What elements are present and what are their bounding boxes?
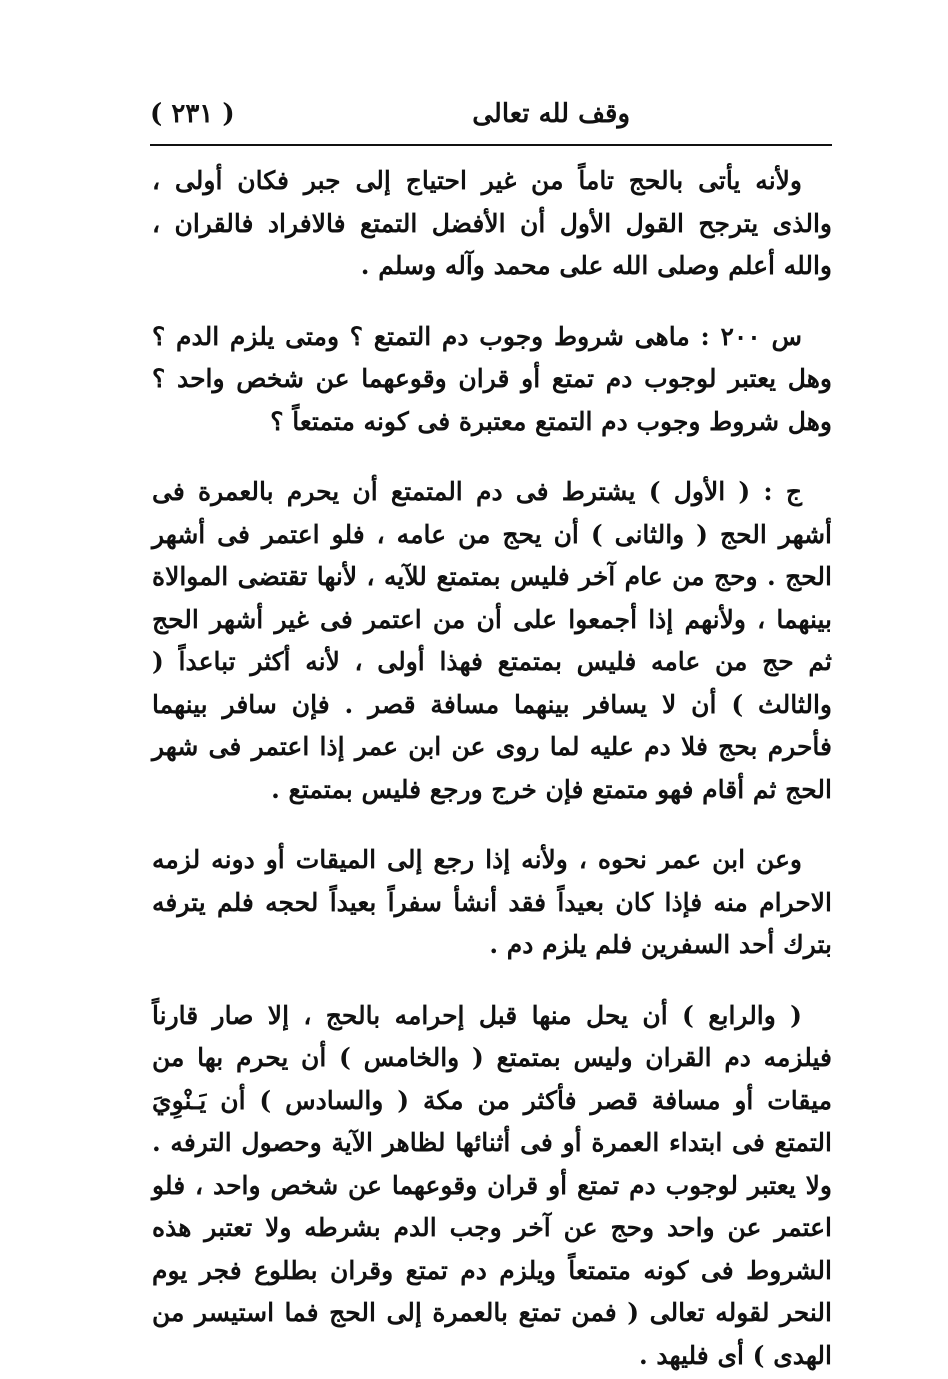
paragraph-question: س ٢٠٠ : ماهى شروط وجوب دم التمتع ؟ ومتى يلزم الدم ؟ وهل يعتبر لوجوب دم تمتع أو قران وقوعهما عن شخص واحد ؟ وهل شروط وجوب دم التمتع معتبرة فى كونه متمتعاً ؟ bbox=[152, 321, 832, 436]
header-rule bbox=[150, 144, 832, 146]
paragraph-closing: ولأنه يأتى بالحج تاماً من غير احتياج إلى جبر فكان أولى ، والذى يترجح القول الأول أن الأفضل التمتع فالافراد فالقران ، والله أعلم وصلى الله على محمد وآله وسلم . bbox=[152, 166, 832, 280]
page-body bbox=[152, 160, 832, 1377]
page-number: ( ٢٣١ ) bbox=[150, 99, 235, 129]
page-header bbox=[150, 88, 830, 140]
paragraph-answer: ج : ( الأول ) يشترط فى دم المتمتع أن يحرم بالعمرة فى أشهر الحج ( والثانى ) أن يحج من عامه ، فلو اعتمر فى أشهر الحج . وحج من عام آخر فليس بمتمتع للآيه ، لأنها تقتضى الموالاة بينهما ، ولأنهم إذا أجمعوا على أن من اعتمر فى غير أشهر الحج ثم حج من عامه فليس بمتمتع فهذا أولى ، لأنه أكثر تباعداً ( والثالث ) أن لا يسافر بينهما مسافة قصر . فإن سافر بينهما فأحرم بحج فلا دم عليه لما روى عن ابن عمر إذا اعتمر فى شهر الحج ثم أقام فهو متمتع فإن خرج ورجع فليس بمتمتع . bbox=[152, 477, 832, 804]
paragraph-conditions: ( والرابع ) أن يحل منها قبل إحرامه بالحج ، إلا صار قارناً فيلزمه دم القران وليس بمتمتع ( والخامس ) أن يحرم بها من ميقات أو مسافة قصر فأكثر من مكة ( والسادس ) أن يَـنْوِيَ التمتع فى ابتداء العمرة أو فى أثنائها لظاهر الآية وحصول الترفه . ولا يعتبر لوجوب دم تمتع أو قران وقوعهما عن شخص واحد ، فلو اعتمر عن واحد وحج عن آخر وجب الدم بشرطه ولا تعتبر هذه الشروط فى كونه متمتعاً ويلزم دم تمتع وقران بطلوع فجر يوم النحر لقوله تعالى ( فمن تمتع بالعمرة إلى الحج فما استيسر من الهدى ) أى فليهد . bbox=[152, 1000, 832, 1370]
paragraph-ibn-umar: وعن ابن عمر نحوه ، ولأنه إذا رجع إلى الميقات أو دونه لزمه الاحرام منه فإذا كان بعيداً فقد أنشأ سفراً بعيداً لحجه فلم يترفه بترك أحد السفرين فلم يلزم دم . bbox=[152, 845, 832, 959]
running-title: وقف لله تعالى bbox=[472, 99, 630, 129]
